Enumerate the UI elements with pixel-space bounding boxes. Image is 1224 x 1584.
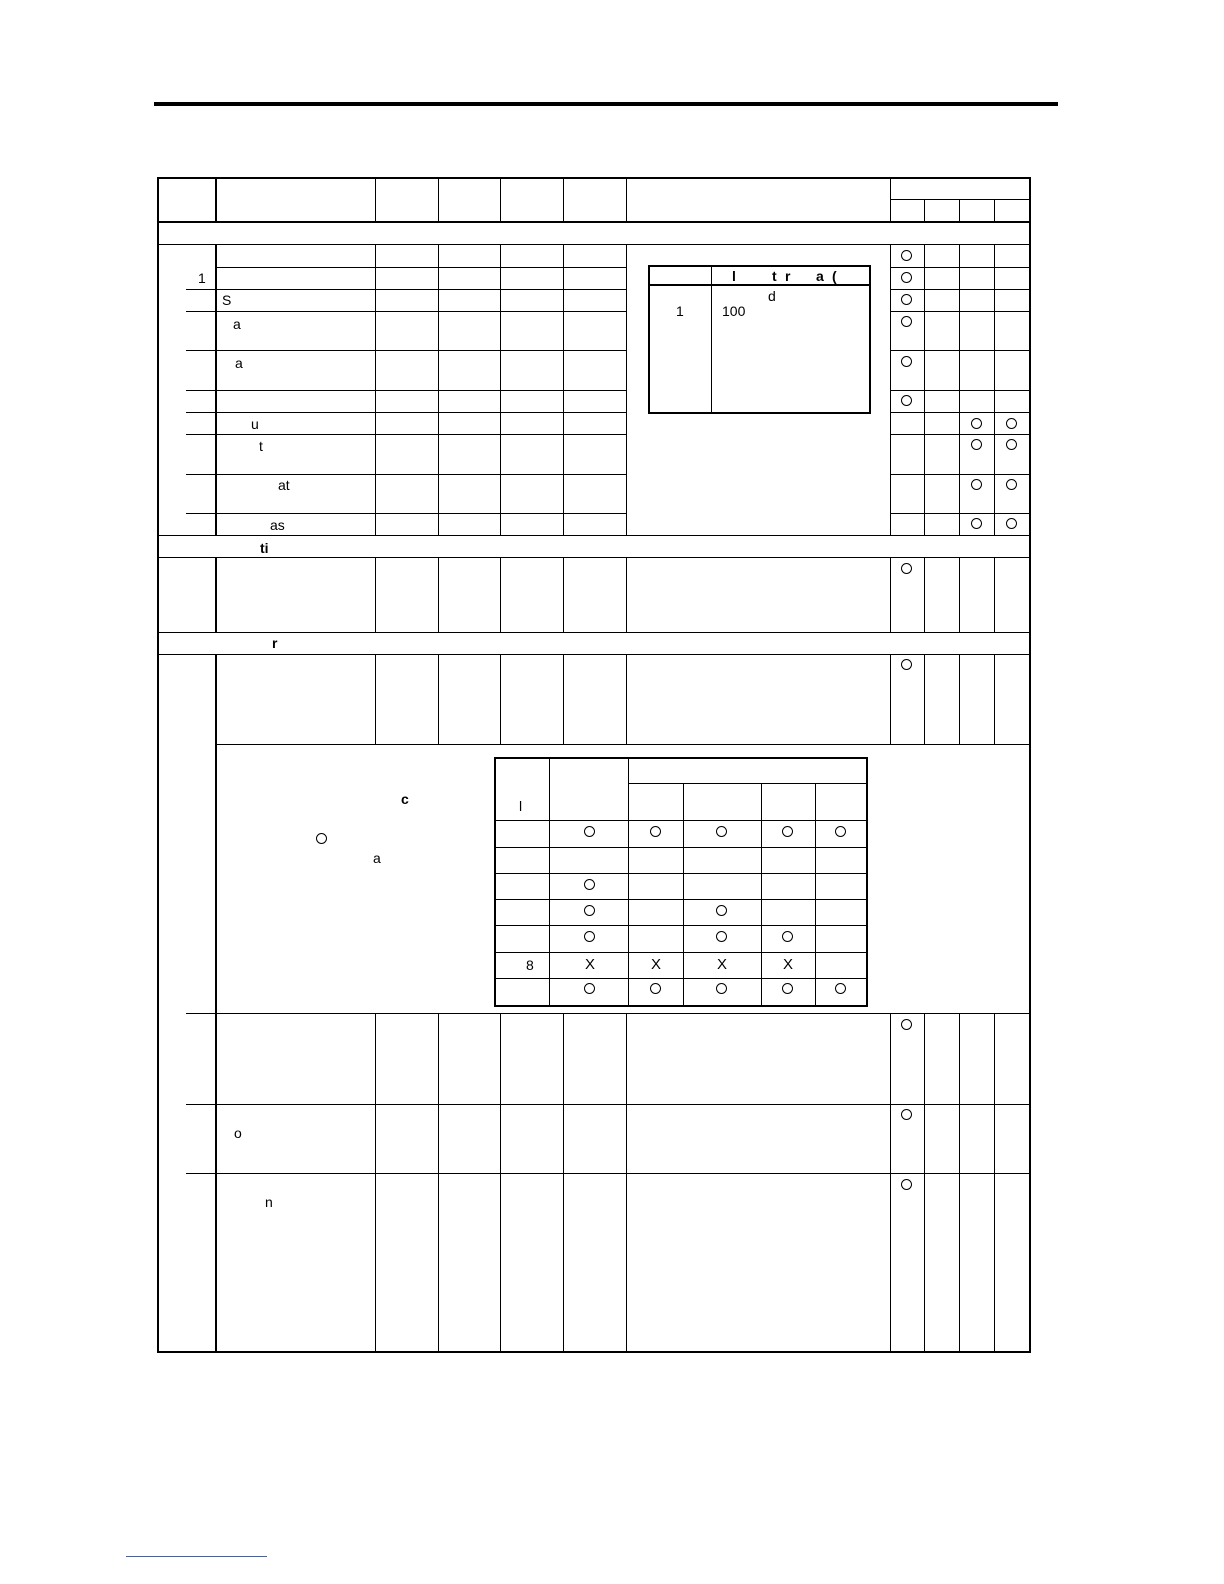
matrix-circle (584, 879, 595, 890)
row-label: a (235, 355, 243, 371)
matrix-circle (835, 826, 846, 837)
row-label: a (233, 316, 241, 332)
section-header: r (272, 635, 278, 651)
row-label: o (234, 1125, 242, 1141)
header-divider (158, 221, 1030, 223)
inset-row-value: 100 (722, 303, 746, 319)
matrix-circle (782, 931, 793, 942)
inset-header: l (732, 268, 736, 284)
matrix-circle (782, 983, 793, 994)
matrix-header-label: l (519, 798, 523, 814)
note-circle (316, 833, 327, 844)
row-label: at (278, 477, 290, 493)
inset-subheader: d (768, 288, 776, 304)
matrix-circle (716, 826, 727, 837)
matrix-circle (584, 826, 595, 837)
mark-circle (901, 659, 912, 670)
inset-row-number: 1 (676, 303, 684, 319)
mark-circle (901, 316, 912, 327)
matrix-row-label: 8 (526, 957, 534, 973)
mark-circle (901, 395, 912, 406)
mark-circle (1006, 479, 1017, 490)
matrix-x: X (585, 956, 596, 973)
matrix-x: X (717, 956, 728, 973)
inset-header: a (816, 268, 824, 284)
section-header: ti (260, 540, 269, 556)
mark-circle (901, 1019, 912, 1030)
row-number: 1 (198, 270, 206, 286)
matrix-circle (716, 931, 727, 942)
section-band-3 (158, 654, 1030, 655)
mark-circle (901, 1109, 912, 1120)
matrix-circle (584, 983, 595, 994)
inset-header: ( (832, 268, 837, 284)
mark-circle (901, 294, 912, 305)
row-label: as (270, 517, 285, 533)
row-label: t (259, 438, 263, 454)
matrix-table (494, 757, 868, 1007)
mark-circle (1006, 518, 1017, 529)
mark-circle (901, 1179, 912, 1190)
note-letter: c (401, 791, 409, 807)
top-rule (154, 102, 1058, 106)
matrix-circle (650, 826, 661, 837)
mark-circle (971, 518, 982, 529)
matrix-circle (584, 931, 595, 942)
mark-circle (901, 272, 912, 283)
mark-circle (1006, 418, 1017, 429)
section-band-1 (158, 244, 1030, 245)
mark-circle (901, 250, 912, 261)
matrix-circle (716, 905, 727, 916)
mark-circle (901, 563, 912, 574)
matrix-circle (584, 905, 595, 916)
section-band-2 (158, 557, 1030, 558)
matrix-circle (835, 983, 846, 994)
matrix-circle (782, 826, 793, 837)
row-label: S (222, 292, 232, 308)
inset-table (648, 265, 871, 414)
mark-circle (901, 356, 912, 367)
footer-link[interactable] (126, 1556, 267, 1557)
mark-circle (971, 418, 982, 429)
matrix-circle (716, 983, 727, 994)
matrix-circle (650, 983, 661, 994)
row-label: u (251, 416, 259, 432)
note-letter: a (373, 850, 381, 866)
mark-circle (971, 479, 982, 490)
inset-header: t (772, 268, 777, 284)
mark-circle (1006, 439, 1017, 450)
matrix-x: X (651, 956, 662, 973)
matrix-x: X (783, 956, 794, 973)
row-label: n (265, 1194, 273, 1210)
inset-header: r (785, 268, 791, 284)
mark-circle (971, 439, 982, 450)
